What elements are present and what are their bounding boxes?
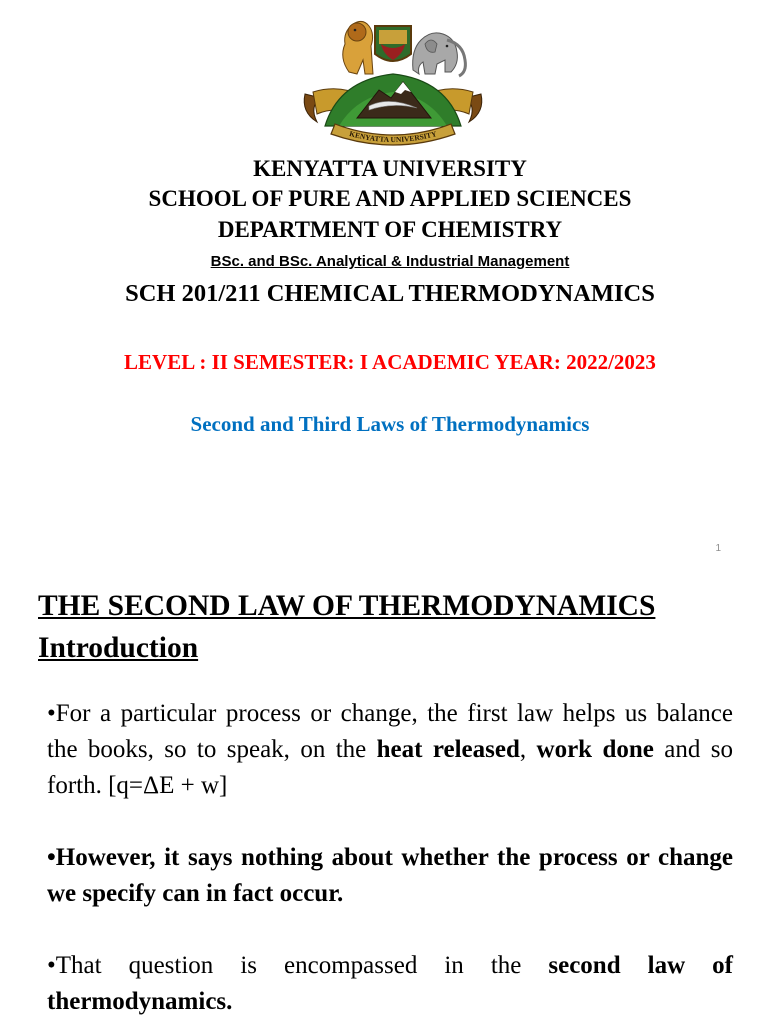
university-crest-logo [299,14,487,152]
para1-text-c: , [519,736,537,763]
slide-page-number: 1 [715,543,721,554]
lecture-topic: Second and Third Laws of Thermodynamics [190,412,590,436]
para3-second-law: second law of thermodynamics. [47,952,733,1015]
programme-name: BSc. and BSc. Analytical & Industrial Management [210,253,570,270]
content-slide [0,568,768,1024]
para1-work-done: work done [536,736,654,763]
department-name: DEPARTMENT OF CHEMISTRY [217,217,563,242]
para1-heat-released: heat released [376,736,520,763]
paragraph-first-law [47,696,733,804]
level-semester-line: LEVEL : II SEMESTER: I ACADEMIC YEAR: 2022/2023 [124,350,656,374]
paragraph-second-law [47,948,733,1020]
university-name: KENYATTA UNIVERSITY [253,156,527,181]
course-title: SCH 201/211 CHEMICAL THERMODYNAMICS [125,280,655,307]
para1-text-a: •For a particular process or change, the first law helps us balance the books, so to speak, on the [47,700,733,763]
paragraph-however: •However, it says nothing about whether the process or change we specify can in fact occur. [47,844,733,907]
slide-title: THE SECOND LAW OF THERMODYNAMICS [38,590,656,622]
slide-subtitle: Introduction [38,632,199,664]
school-name: SCHOOL OF PURE AND APPLIED SCIENCES [148,186,632,211]
crest-motto: KENYATTA UNIVERSITY [348,129,438,145]
para1-text-e: and so forth. [q=ΔE + w] [47,736,733,799]
para3-text-a: •That question is encompassed in the [47,952,549,979]
